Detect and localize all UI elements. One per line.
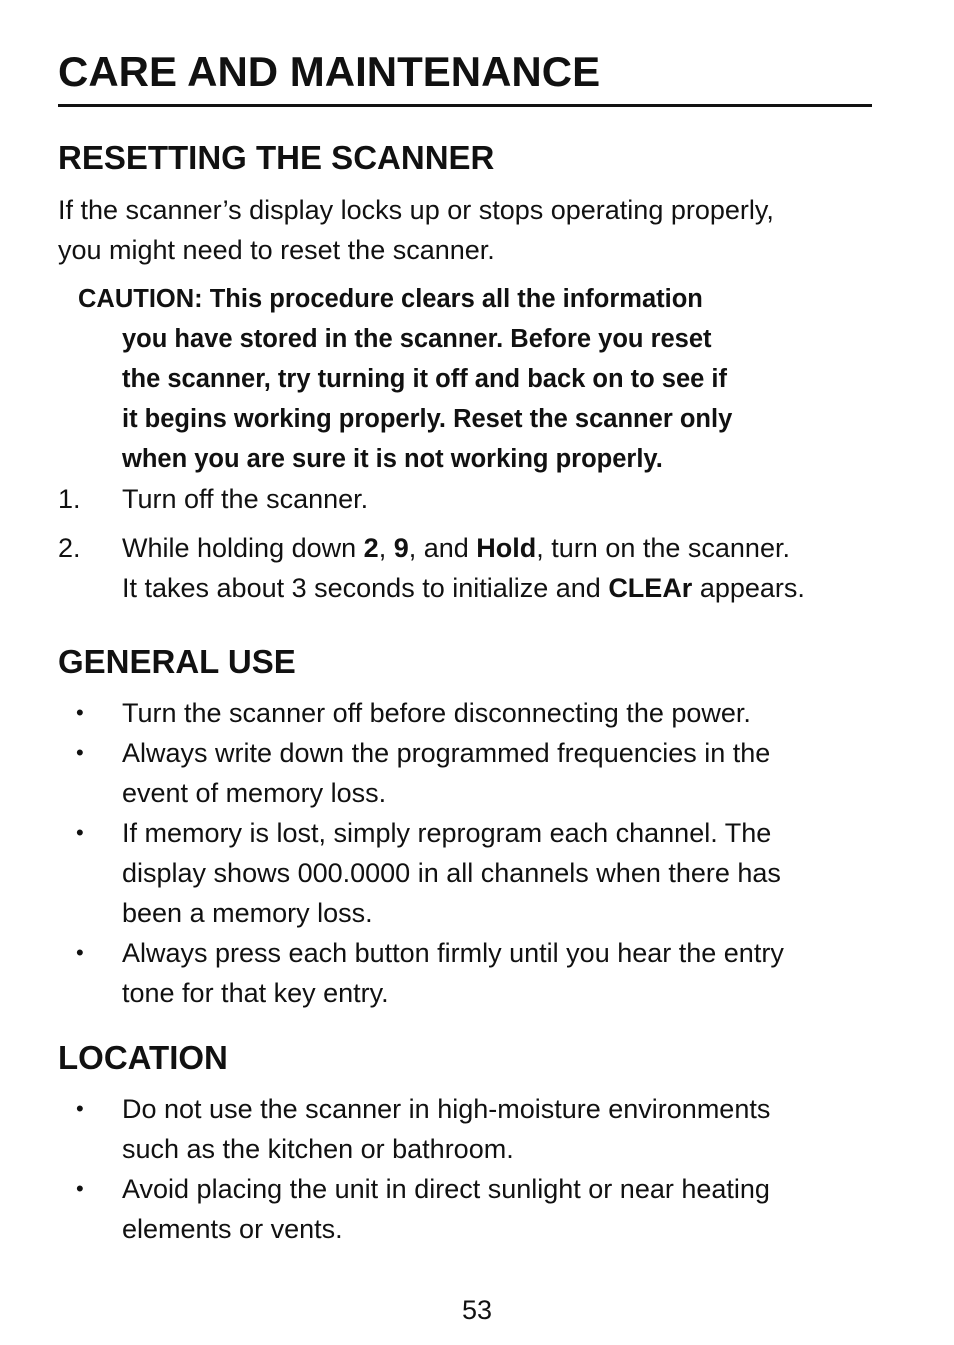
- text-run: It takes about 3 seconds to initialize and: [122, 573, 609, 603]
- text-line: been a memory loss.: [122, 898, 373, 928]
- caution-line: you have stored in the scanner. Before you reset: [122, 325, 712, 353]
- text-line: tone for that key entry.: [122, 978, 389, 1008]
- text-line: Avoid placing the unit in direct sunlight or near heating: [122, 1174, 770, 1204]
- step-number: 1.: [58, 484, 81, 514]
- bullet-marker: •: [76, 740, 84, 765]
- text-line: [122, 528, 882, 568]
- bullet-marker: •: [76, 1176, 84, 1201]
- bullet-text: [122, 1089, 882, 1169]
- text-run: , turn on the scanner.: [536, 533, 790, 563]
- section-heading-general-use: GENERAL USE: [58, 643, 296, 680]
- bullet-marker: •: [76, 820, 84, 845]
- resetting-intro-line: you might need to reset the scanner.: [58, 235, 495, 265]
- section-heading-resetting: RESETTING THE SCANNER: [58, 139, 495, 176]
- bullet-text: [122, 813, 882, 933]
- text-line: Turn the scanner off before disconnecting the power.: [122, 698, 751, 728]
- caution-line: when you are sure it is not working properly.: [122, 445, 663, 473]
- bullet-text: [122, 693, 882, 733]
- resetting-intro: [58, 190, 878, 270]
- caution-line: it begins working properly. Reset the scanner only: [122, 405, 733, 433]
- text-line: Always write down the programmed frequencies in the: [122, 738, 771, 768]
- page-title: CARE AND MAINTENANCE: [58, 48, 601, 95]
- text-line: event of memory loss.: [122, 778, 387, 808]
- bold-term: CLEAr: [608, 573, 693, 603]
- resetting-intro-line: If the scanner’s display locks up or stops operating properly,: [58, 195, 774, 225]
- bold-term: 9: [393, 533, 409, 563]
- bullet-marker: •: [76, 940, 84, 965]
- text-line: [122, 568, 882, 608]
- bullet-text: [122, 733, 882, 813]
- text-run: While holding down: [122, 533, 364, 563]
- text-line: Do not use the scanner in high-moisture environments: [122, 1094, 771, 1124]
- text-line: elements or vents.: [122, 1214, 343, 1244]
- bold-term: 2: [363, 533, 379, 563]
- title-divider: [58, 104, 872, 107]
- step-number: 2.: [58, 533, 81, 563]
- caution-line: the scanner, try turning it off and back on to see if: [122, 365, 728, 393]
- text-run: appears.: [692, 573, 805, 603]
- text-line: display shows 000.0000 in all channels when there has: [122, 858, 781, 888]
- page-number: 53: [461, 1295, 493, 1325]
- caution-line: CAUTION: This procedure clears all the information: [78, 285, 703, 313]
- bullet-marker: •: [76, 700, 84, 725]
- bullet-text: [122, 933, 882, 1013]
- text-run: , and: [408, 533, 477, 563]
- text-line: such as the kitchen or bathroom.: [122, 1134, 514, 1164]
- bold-term: Hold: [476, 533, 537, 563]
- caution-note: [78, 279, 878, 479]
- text-line: Always press each button firmly until you hear the entry: [122, 938, 784, 968]
- text-run: Turn off the scanner.: [122, 484, 369, 514]
- text-run: ,: [378, 533, 394, 563]
- step-text: [122, 479, 882, 519]
- step-text: [122, 528, 882, 608]
- bullet-marker: •: [76, 1096, 84, 1121]
- section-heading-location: LOCATION: [58, 1039, 228, 1076]
- bullet-text: [122, 1169, 882, 1249]
- text-line: [122, 479, 882, 519]
- text-line: If memory is lost, simply reprogram each channel. The: [122, 818, 772, 848]
